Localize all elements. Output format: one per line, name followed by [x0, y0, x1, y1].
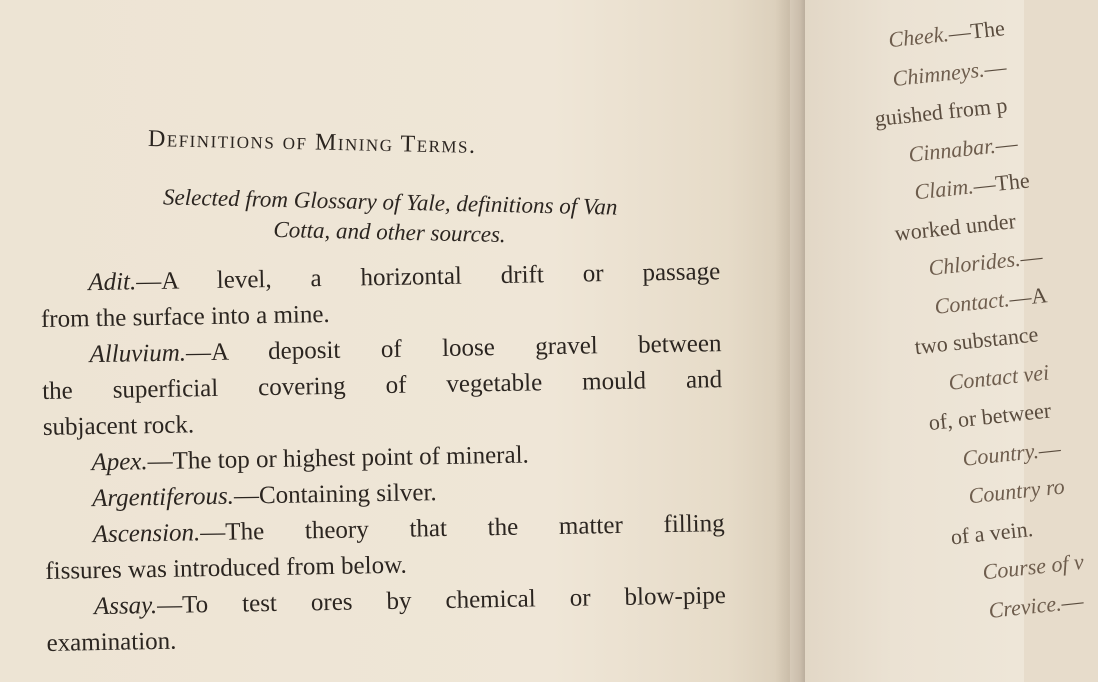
term: Cheek.: [887, 21, 950, 53]
definitions-list: [40, 254, 727, 662]
right-definitions-list: [805, 6, 1098, 643]
term: Argentiferous.: [91, 482, 235, 513]
term: Chlorides.: [927, 245, 1022, 281]
definition-text: —The theory that the matter filling: [200, 510, 725, 547]
definition-text: —: [994, 129, 1019, 158]
definition-text: —The: [947, 15, 1006, 46]
subtitle: [59, 180, 720, 255]
definition-text: the superficial covering of vegetable mould and: [41, 366, 723, 405]
subtitle-line-2: Cotta, and other sources.: [273, 216, 507, 248]
definition-text: —To test ores by chemical or blow-pipe: [156, 582, 727, 620]
definition-text: guished from p: [873, 92, 1009, 132]
definition-text: —: [1019, 243, 1044, 271]
definition-text: subjacent rock.: [42, 411, 195, 441]
term: Contact vei: [947, 358, 1051, 395]
definition-text: —: [1060, 587, 1085, 615]
definition-text: worked under: [893, 207, 1017, 246]
subtitle-line-1: Selected from Glossary of Yale, definitions of Van: [162, 184, 618, 220]
definition-text: —The: [972, 167, 1031, 199]
term: Contact.: [933, 285, 1011, 319]
definition-text: —: [982, 53, 1008, 81]
term: Alluvium.: [89, 339, 187, 369]
definition-text: fissures was introduced from below.: [45, 551, 408, 585]
term: Cinnabar.: [907, 132, 997, 167]
definition-text: two substance: [913, 321, 1040, 360]
definition-text: —A level, a horizontal drift or passage: [135, 258, 721, 296]
definition-text: —Containing silver.: [233, 479, 437, 510]
definition-text: —A deposit of loose gravel between: [185, 330, 722, 367]
definition-text: of a vein.: [949, 515, 1035, 549]
page-title: Definitions of Mining Terms.: [147, 126, 477, 159]
term: Apex.: [91, 448, 148, 477]
term: Course of v: [981, 548, 1085, 585]
definition-text: of, or betweer: [927, 397, 1053, 436]
term: Crevice.: [987, 589, 1063, 623]
definition-text: —The top or highest point of mineral.: [147, 441, 530, 476]
term: Chimneys.: [891, 56, 986, 91]
term: Assay.: [93, 592, 158, 621]
term: Claim.: [913, 173, 975, 205]
show-through-text: [170, 59, 589, 81]
term: Country ro: [967, 473, 1066, 509]
definition-text: examination.: [46, 627, 177, 657]
definition-text: from the surface into a mine.: [40, 300, 330, 333]
term: Ascension.: [92, 519, 201, 549]
right-page: [805, 0, 1085, 682]
definition-text: —A: [1008, 281, 1049, 311]
term: Country.: [961, 437, 1040, 471]
term: Adit.: [88, 268, 137, 297]
definition-text: —: [1037, 435, 1062, 463]
